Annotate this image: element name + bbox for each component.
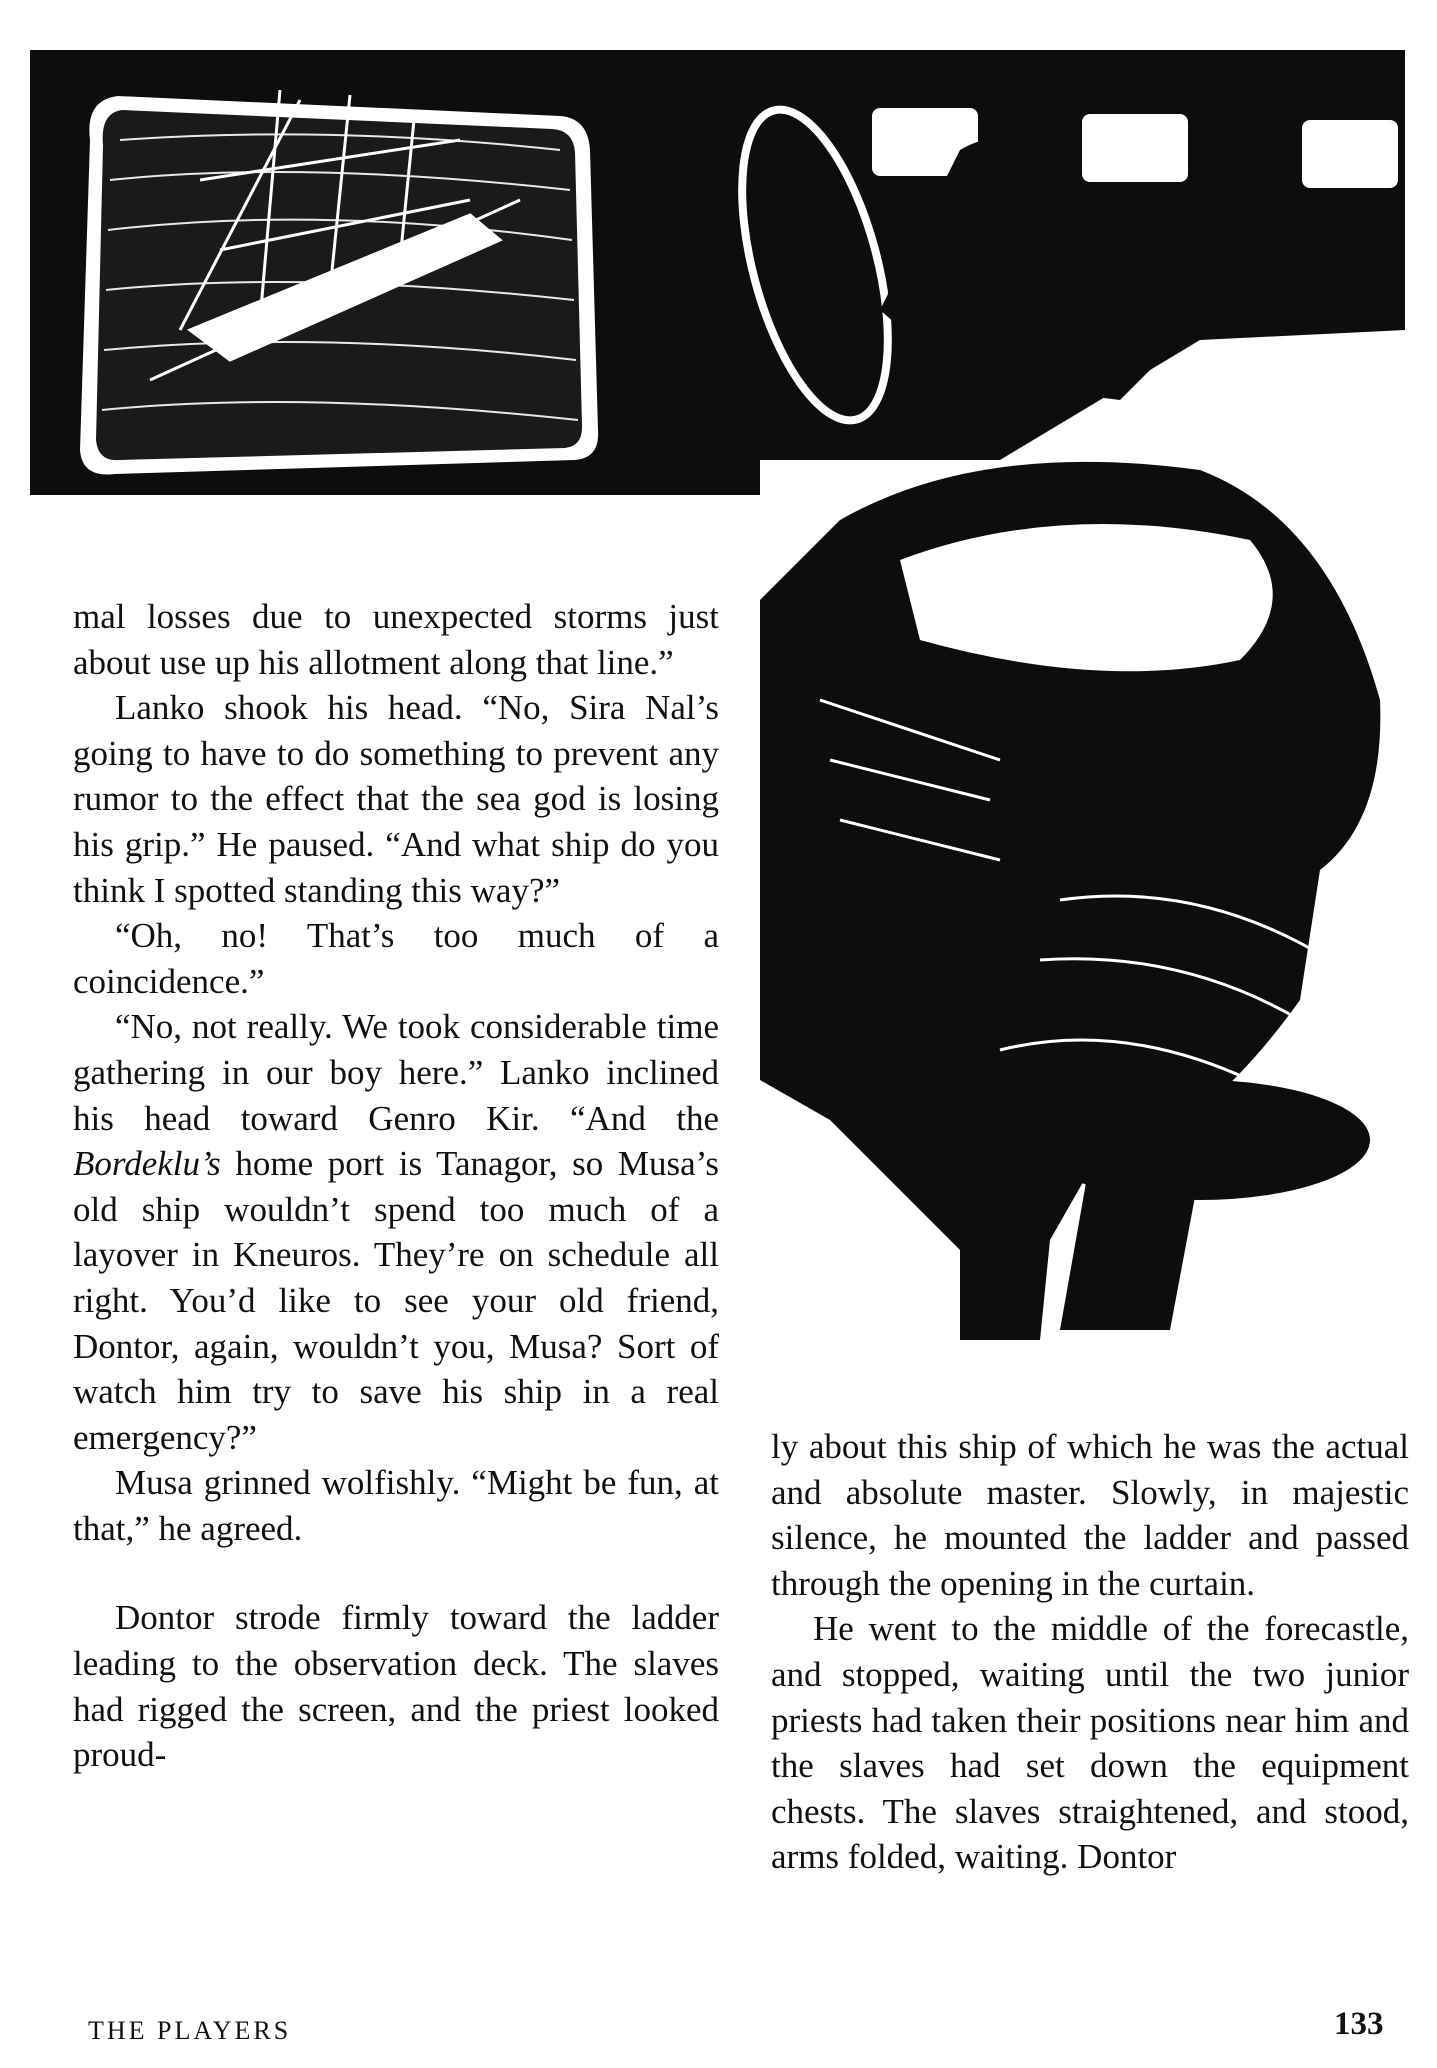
text-column-left — [73, 594, 719, 1778]
panel-window — [1080, 112, 1190, 184]
paragraph-text: “No, not really. We took considerable time gathering in our boy here.” Lanko inclined his head toward Genro Kir. “And the — [73, 1007, 719, 1138]
panel-window — [1300, 118, 1400, 190]
paragraph: mal losses due to unexpected storms just about use up his allotment along that line.” — [73, 597, 719, 682]
paragraph: “Oh, no! That’s too much of a coincidence.” — [73, 916, 719, 1001]
page-number: 133 — [1334, 2006, 1384, 2042]
text-column-right — [771, 1424, 1409, 1880]
paragraph-text: home port is Tanagor, so Musa’s old ship wouldn’t spend too much of a layover in Kneuros. They’re on schedule all right. You’d like to see your old friend, Dontor, again, wouldn’t you, Musa? Sort of watch him try to save his ship in a real emergency?” — [73, 1144, 719, 1457]
paragraph: Musa grinned wolfishly. “Might be fun, at that,” he agreed. — [73, 1463, 719, 1548]
paragraph — [73, 1004, 719, 1460]
paragraph: ly about this ship of which he was the actual and absolute master. Slowly, in majestic silence, he mounted the ladder and passed through the opening in the curtain. — [771, 1427, 1409, 1603]
running-title: THE PLAYERS — [88, 2016, 292, 2045]
paragraph: Lanko shook his head. “No, Sira Nal’s going to have to do something to prevent any rumor to the effect that the sea god is losing his grip.” He paused. “And what ship do you think I spotted standing this way?” — [73, 688, 719, 910]
paragraph: Dontor strode firmly toward the ladder leading to the observation deck. The slaves had rigged the screen, and the priest looked proud- — [73, 1598, 719, 1775]
ship-name-italic: Bordeklu’s — [73, 1144, 221, 1184]
paragraph: He went to the middle of the forecastle, and stopped, waiting until the two junior priests had taken their positions near him and the slaves had set down the equipment chests. The slaves straightened, and stood, arms folded, waiting. Dontor — [771, 1609, 1409, 1877]
stool-seat — [1030, 1080, 1370, 1200]
control-room-scene — [714, 77, 1405, 1340]
viewscreen-panel — [80, 90, 598, 475]
